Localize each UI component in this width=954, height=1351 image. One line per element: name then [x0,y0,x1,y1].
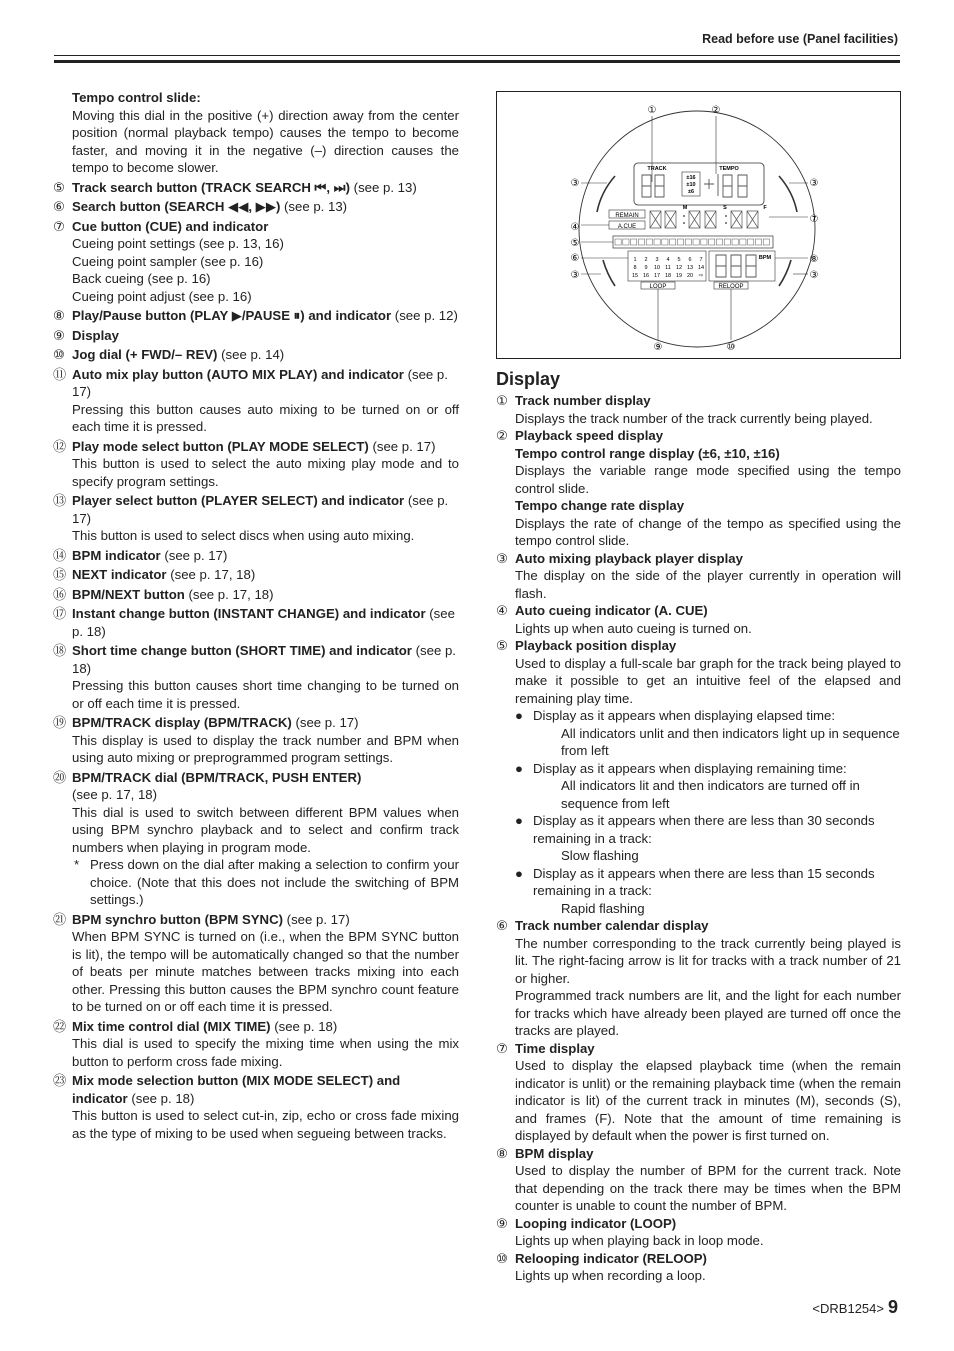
item-number: ⑤ [496,638,508,653]
item-reference: (see p. 18) [72,643,456,676]
item-title: Short time change button (SHORT TIME) and indicator [72,643,412,658]
display-item [496,550,901,603]
display-item [496,637,901,917]
left-item [53,605,459,640]
item-text: Used to display a full-scale bar graph for the track being played to make it possible to get an intuitive feel of the elapsed and remaining play time. [515,655,901,706]
item-title: BPM indicator [72,547,161,563]
item-title: Cue button (CUE) and indicator [72,218,269,234]
position-bar-segment [623,239,629,245]
time-digit [705,211,716,228]
position-bar-segment [716,239,722,245]
tempo-sign [704,174,718,196]
bullet-dot: ● [515,865,523,881]
tempo-digit [723,175,732,197]
left-item [53,1072,459,1142]
item-number: ⑧ [53,308,65,323]
item-number: ⑨ [496,1215,508,1231]
item-title: NEXT indicator [72,567,167,582]
callout-number: ⑦ [809,214,819,225]
item-heading [72,438,459,456]
left-item [53,566,459,584]
item-text: Displays the track number of the track currently being played. [515,410,873,426]
item-title: Relooping indicator (RELOOP) [515,1250,707,1266]
item-title: Mix time control dial (MIX TIME) [72,1018,271,1034]
left-item [53,327,459,345]
player-indicator-arc [779,176,797,212]
item-number: ㉓ [53,1073,67,1088]
callout-number: ③ [809,178,819,189]
item-reference: (see p. 13) [284,199,348,214]
item-title: Display [72,327,119,343]
item-text: This display is used to display the track number and BPM when using auto mixing or preprogrammed program settings. [72,732,459,765]
bpm-digit [731,255,741,277]
bpm-digit [716,255,726,277]
item-number: ⑥ [496,918,508,933]
item-number: ⑪ [53,366,67,382]
item-heading [72,605,459,640]
label-reloop: RELOOP [718,284,744,290]
item-title: Mix mode selection button (MIX MODE SELECT) and indicator [72,1073,401,1106]
display-item [496,427,901,550]
note-asterisk: * [74,857,80,872]
item-reference: (see p. 17) [72,493,449,526]
item-subheading: Tempo control range display (±6, ±10, ±16) [515,445,780,461]
calendar-number: 2 [644,257,648,263]
position-bar-segment [709,239,715,245]
item-number: ② [496,428,508,443]
item-heading [72,714,459,732]
item-text: Pressing this button causes short time changing to be turned on or off each time it is pressed. [72,678,459,711]
item-reference: (see p. 17) [164,547,228,563]
left-item [53,218,459,306]
label-range-6: ±6 [687,189,695,195]
time-colon-dot [683,222,685,224]
callout-number: ① [647,105,657,116]
item-title: Jog dial (+ FWD/– REV) [72,347,218,362]
item-title: Play/Pause button (PLAY ▶/PAUSE ⏸) and indicator [72,308,392,323]
intro-title: Tempo control slide: [72,90,201,105]
left-item [53,307,459,325]
bullet-text: Display as it appears when displaying remaining time: [533,760,847,776]
bullet-subtext: All indicators unlit and then indicators light up in sequence from left [561,725,900,758]
label-remain: REMAIN [615,213,639,219]
document-code: <DRB1254> [812,1301,884,1316]
item-heading [72,218,459,236]
player-indicator-arc [603,260,615,286]
item-number: ㉒ [53,1018,67,1034]
item-number: ⑬ [53,493,67,508]
item-reference: (see p. 12) [394,308,458,323]
item-number: ⑩ [496,1250,508,1266]
left-item [53,438,459,491]
callout-number: ④ [570,222,580,233]
time-digit [747,211,758,228]
item-number: ⑭ [53,547,67,563]
item-heading [72,179,459,197]
item-number: ⑨ [53,327,65,343]
track-digit [655,175,664,197]
calendar-number: 14 [697,265,705,271]
time-digit [650,211,661,228]
label-minutes: M [682,205,688,211]
item-text: Displays the variable range mode specified using the tempo control slide. [515,463,901,496]
item-note [72,856,459,909]
display-item [496,1250,901,1285]
item-reference: (see p. 17) [286,911,350,927]
display-heading: Display [496,369,561,389]
item-number: ⑥ [53,199,65,214]
item-text: Used to display the number of BPM for the current track. Note that depending on the track there may be times when the BPM counter is unable to count the number of BPM. [515,1163,901,1213]
right-column [496,392,901,1285]
calendar-number: 1 [633,257,637,263]
left-item [53,911,459,1016]
player-indicator-arc [779,260,791,286]
item-title: BPM/TRACK dial (BPM/TRACK, PUSH ENTER) [72,769,362,785]
item-text: Cueing point adjust (see p. 16) [72,288,252,304]
position-bar-segment [670,239,676,245]
item-text: The number corresponding to the track currently being played is lit. The right-facing arrow is lit for tracks with a track number of 21 or higher. [515,935,901,986]
item-text: This dial is used to switch between different BPM values when using BPM synchro playback and to select and confirm track numbers when playing in program mode. [72,804,459,855]
display-item [496,392,901,427]
item-number: ⑰ [53,606,67,621]
calendar-number: 18 [664,273,672,279]
callout-number: ⑩ [726,342,736,353]
item-reference: (see p. 18) [72,606,455,639]
intro-text: Moving this dial in the positive (+) direction away from the center position (normal playback tempo) causes the tempo to become faster, and moving it in the negative (–) direction causes the tempo to become slower. [72,107,459,175]
item-reference: (see p. 17, 18) [170,567,256,582]
label-track: TRACK [647,166,667,172]
running-header: Read before use (Panel facilities) [702,32,898,46]
item-heading [72,1018,459,1036]
item-number: ⑫ [53,438,67,454]
time-digit [665,211,676,228]
position-bar-segment [755,239,761,245]
calendar-number: ⇨ [698,273,704,279]
item-text: Cueing point sampler (see p. 16) [72,253,264,269]
track-digit [642,175,651,197]
calendar-number: 12 [675,265,683,271]
left-item [53,492,459,545]
item-heading [72,346,459,364]
position-bar-segment [638,239,644,245]
item-number: ⑲ [53,715,67,730]
calendar-number: 5 [677,257,681,263]
time-colon-dot [683,215,685,217]
item-subheading: Tempo change rate display [515,498,685,513]
left-item [53,586,459,604]
item-number: ⑧ [496,1145,508,1161]
item-text: When BPM SYNC is turned on (i.e., when the BPM SYNC button is lit), the tempo will be automatically changed so that the number of beats per minute matches between tracks mixing into each other. Pressing this button causes the BPM synchro count feature to be turned on or off each time it is pressed. [72,929,459,1014]
position-bar-segment [662,239,668,245]
bullet-dot: ● [515,760,523,776]
item-number: ⑦ [496,1040,508,1056]
left-item [53,642,459,712]
calendar-number: 15 [631,273,639,279]
item-title: Track search button (TRACK SEARCH ⏮, ⏭) [72,179,350,195]
position-bar-segment [740,239,746,245]
callout-number: ③ [570,270,580,281]
position-bar-segment [724,239,730,245]
bullet-subtext: Rapid flashing [561,900,645,916]
item-text: Lights up when recording a loop. [515,1268,706,1283]
item-text: Pressing this button causes auto mixing to be turned on or off each time it is pressed. [72,401,459,434]
calendar-number: 4 [666,257,670,263]
item-title: Search button (SEARCH ◀◀, ▶▶) [72,199,281,214]
item-heading [72,327,459,345]
bullet-item [515,760,901,813]
bullet-dot: ● [515,708,523,723]
item-number: ⑩ [53,347,65,362]
position-bar-segment [701,239,707,245]
item-heading [72,566,459,584]
bullet-dot: ● [515,813,523,828]
bpm-digit [746,255,756,277]
display-item [496,917,901,1040]
item-text: This button is used to select the auto mixing play mode and to specify program settings. [72,456,459,489]
calendar-number: 8 [633,265,637,271]
item-number: ⑳ [53,769,67,785]
position-bar-segment [677,239,683,245]
calendar-number: 3 [655,257,659,263]
calendar-number: 19 [675,273,683,279]
item-number: ㉑ [53,911,67,927]
page-footer [812,1297,898,1318]
bullet-subtext: Slow flashing [561,848,639,863]
item-text: Used to display the elapsed playback time (when the remain indicator is unlit) or the remaining playback time (when the remain indicator is lit) of the current track in minutes (M), seconds (S), and frames (F). Note that the amount of time remaining is displayed by default when the power is first turned on. [515,1058,901,1143]
item-title: BPM/TRACK display (BPM/TRACK) [72,715,292,730]
time-digit [731,211,742,228]
item-heading [72,492,459,527]
callout-number: ⑨ [653,342,663,353]
left-column [53,89,459,1142]
tempo-slide-intro [53,89,459,177]
display-item [496,1145,901,1215]
bullet-subtext: All indicators lit and then indicators are turned off in sequence from left [561,778,860,811]
item-heading [72,1072,459,1107]
item-text: (see p. 17, 18) [72,787,158,802]
item-title: Player select button (PLAYER SELECT) and indicator [72,493,405,508]
position-bar-segment [615,239,621,245]
left-item [53,346,459,364]
position-bar-segment [732,239,738,245]
label-frames: F [763,205,767,211]
item-heading [72,547,459,565]
label-loop: LOOP [649,284,667,290]
left-item [53,366,459,436]
left-item [53,547,459,565]
note-text: Press down on the dial after making a selection to confirm your choice. (Note that this does not include the switching of BPM settings.) [90,857,459,907]
callout-number: ⑤ [570,238,580,249]
display-diagram-svg [497,92,902,360]
item-text: Programmed track numbers are lit, and the light for each number for tracks which have already been played are turned off once the tracks are played. [515,988,901,1038]
label-bpm: BPM [758,255,772,261]
bullet-text: Display as it appears when there are less than 30 seconds remaining in a track: [533,813,875,846]
left-item [53,179,459,197]
position-bar-segment [748,239,754,245]
item-title: Instant change button (INSTANT CHANGE) and indicator [72,606,426,621]
item-reference: (see p. 17) [295,715,359,730]
item-title: Track number display [515,393,651,408]
calendar-number: 11 [665,265,671,271]
calendar-number: 17 [653,273,661,279]
item-text: Displays the rate of change of the tempo as specified using the tempo control slide. [515,515,901,548]
item-number: ⑱ [53,643,67,658]
callout-number: ⑧ [809,254,819,265]
item-reference: (see p. 17) [72,366,448,399]
label-range-16: ±16 [686,175,696,181]
item-number: ⑦ [53,218,65,234]
item-text: This button is used to select discs when using auto mixing. [72,528,415,543]
time-colon-dot [725,215,727,217]
item-text: Back cueing (see p. 16) [72,271,211,286]
calendar-number: 16 [642,273,650,279]
item-reference: (see p. 18) [274,1018,338,1034]
time-digit [689,211,700,228]
label-acue: A.CUE [617,224,637,230]
item-number: ⑤ [53,179,65,195]
label-seconds: S [723,205,727,211]
item-heading [72,642,459,677]
item-number: ⑯ [53,586,67,602]
position-bar-segment [646,239,652,245]
item-reference: (see p. 17, 18) [188,586,274,602]
item-text: This button is used to select cut-in, zip, echo or cross fade mixing as the type of mixing to be used when segueing between tracks. [72,1108,459,1141]
item-title: Time display [515,1040,595,1056]
item-heading [72,586,459,604]
page-number: 9 [887,1297,898,1317]
item-text: The display on the side of the player currently in operation will flash. [515,568,901,601]
item-reference: (see p. 18) [131,1090,195,1106]
calendar-number: 6 [688,257,692,263]
header-rule-thick [54,60,900,63]
callout-number: ③ [570,178,580,189]
item-title: Auto mix play button (AUTO MIX PLAY) and indicator [72,366,404,382]
position-bar-segment [693,239,699,245]
display-item [496,1040,901,1145]
header-rule-thin [54,55,900,56]
item-title: Playback speed display [515,428,664,443]
position-bar-segment [685,239,691,245]
bullet-text: Display as it appears when there are less than 15 seconds remaining in a track: [533,865,875,898]
time-colon-dot [725,222,727,224]
calendar-number: 20 [686,273,694,279]
item-reference: (see p. 13) [353,179,417,195]
item-number: ④ [496,603,508,618]
item-number: ③ [496,550,508,566]
display-item [496,602,901,637]
item-title: BPM display [515,1145,594,1161]
left-item [53,198,459,216]
bullet-text: Display as it appears when displaying elapsed time: [533,708,836,723]
item-title: Auto cueing indicator (A. CUE) [515,603,708,618]
item-heading [72,769,459,787]
calendar-number: 10 [653,265,661,271]
label-tempo: TEMPO [719,166,739,172]
item-title: Playback position display [515,638,677,653]
callout-number: ⑥ [570,253,580,264]
item-heading [72,307,459,325]
item-number: ① [496,393,508,408]
bullet-item [515,812,901,865]
item-heading [72,198,459,216]
item-number: ⑮ [53,567,67,582]
item-heading [72,366,459,401]
item-title: Play mode select button (PLAY MODE SELECT) [72,438,369,454]
item-title: BPM synchro button (BPM SYNC) [72,911,283,927]
item-title: BPM/NEXT button [72,586,185,602]
bullet-item [515,865,901,918]
tempo-digit [738,175,747,197]
left-item [53,769,459,909]
position-bar-segment [763,239,769,245]
item-text: Cueing point settings (see p. 13, 16) [72,236,284,251]
item-title: Track number calendar display [515,918,709,933]
callout-number: ② [711,105,721,116]
item-reference: (see p. 14) [221,347,285,362]
position-bar-segment [654,239,660,245]
callout-number: ③ [809,270,819,281]
item-text: This dial is used to specify the mixing time when using the mix button to perform cross fade mixing. [72,1036,459,1069]
label-range-10: ±10 [686,182,696,188]
calendar-number: 13 [686,265,694,271]
item-heading [72,911,459,929]
display-diagram [496,91,901,359]
item-title: Auto mixing playback player display [515,550,743,566]
calendar-number: 7 [699,257,703,263]
item-reference: (see p. 17) [372,438,436,454]
calendar-number: 9 [644,265,648,271]
item-title: Looping indicator (LOOP) [515,1215,677,1231]
display-item [496,1215,901,1250]
item-text: Lights up when playing back in loop mode. [515,1233,764,1248]
player-indicator-arc [597,176,615,212]
bullet-item [515,707,901,760]
left-item [53,1018,459,1071]
item-text: Lights up when auto cueing is turned on. [515,620,752,636]
left-item [53,714,459,767]
position-bar-segment [631,239,637,245]
